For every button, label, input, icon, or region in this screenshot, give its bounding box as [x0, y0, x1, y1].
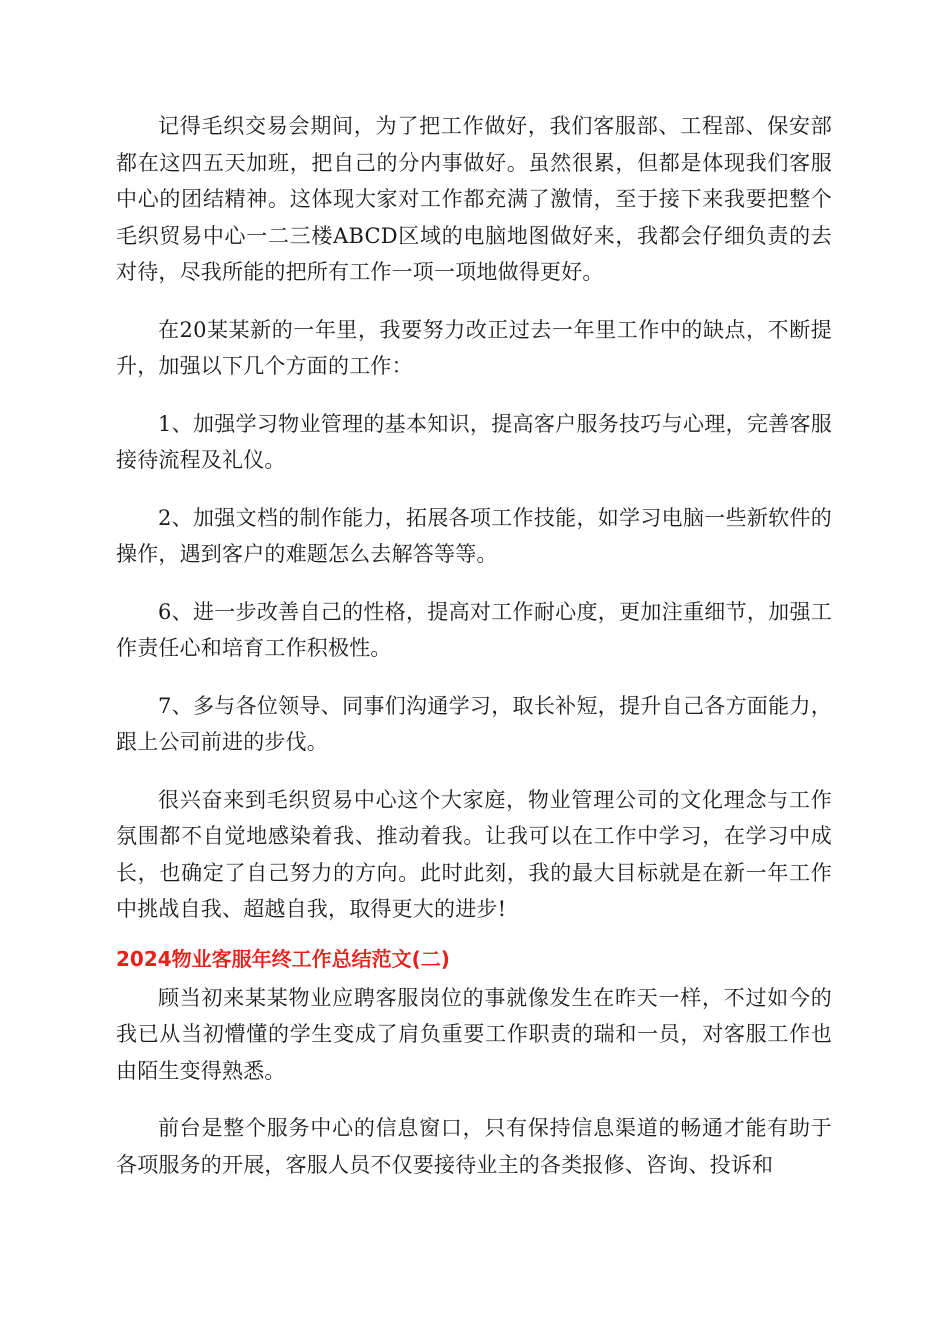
paragraph-front-desk: 前台是整个服务中心的信息窗口，只有保持信息渠道的畅通才能有助于各项服务的开展，客服人员不仅要接待业主的各类报修、咨询、投诉和 — [116, 1116, 832, 1177]
paragraph-recollection: 顾当初来某某物业应聘客服岗位的事就像发生在昨天一样，不过如今的我已从当初懵懂的学生变成了肩负重要工作职责的瑞和一员，对客服工作也由陌生变得熟悉。 — [116, 985, 832, 1083]
paragraph-trade-fair: 记得毛织交易会期间，为了把工作做好，我们客服部、工程部、保安部都在这四五天加班，把自己的分内事做好。虽然很累，但都是体现我们客服中心的团结精神。这体现大家对工作都充满了激情，至于接下来我要把整个毛织贸易中心一二三楼ABCD区域的电脑地图做好来，我都会仔细负责的去对待，尽我所能的把所有工作一项一项地做得更好。 — [116, 114, 832, 284]
list-item-1: 1、加强学习物业管理的基本知识，提高客户服务技巧与心理，完善客服接待流程及礼仪。 — [116, 411, 832, 472]
list-item-6: 6、进一步改善自己的性格，提高对工作耐心度，更加注重细节，加强工作责任心和培育工作积极性。 — [116, 599, 832, 660]
list-item-2: 2、加强文档的制作能力，拓展各项工作技能，如学习电脑一些新软件的操作，遇到客户的难题怎么去解答等等。 — [116, 505, 832, 566]
list-item-7: 7、多与各位领导、同事们沟通学习，取长补短，提升自己各方面能力，跟上公司前进的步伐。 — [116, 693, 832, 754]
paragraph-new-year-plan: 在20某某新的一年里，我要努力改正过去一年里工作中的缺点，不断提升，加强以下几个方面的工作： — [116, 317, 832, 378]
document-body — [116, 108, 832, 1204]
paragraph-conclusion: 很兴奋来到毛织贸易中心这个大家庭，物业管理公司的文化理念与工作氛围都不自觉地感染着我、推动着我。让我可以在工作中学习，在学习中成长，也确定了自己努力的方向。此时此刻，我的最大目标就是在新一年工作中挑战自我、超越自我，取得更大的进步! — [116, 787, 832, 921]
section-heading: 2024物业客服年终工作总结范文(二) — [116, 946, 450, 971]
